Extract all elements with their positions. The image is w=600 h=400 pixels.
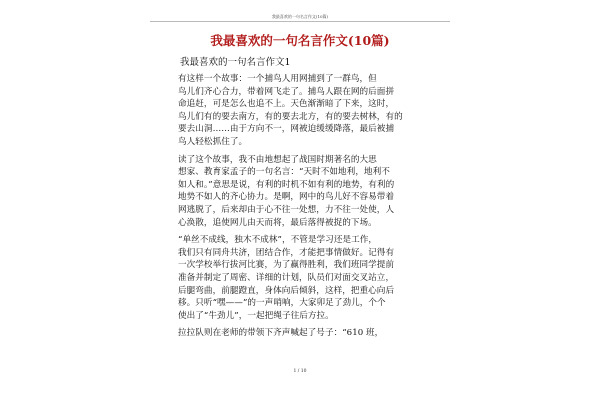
paragraph-line: 我们只有同舟共济，团结合作，才能把事情做好。记得有 (178, 247, 395, 258)
paragraph-line: 后腿弯曲，前腿蹬直，身体向后倾斜，这样，把重心向后 (178, 285, 395, 296)
paragraph-line: 拉拉队则在老师的带领下齐声喊起了号子：“610 班， (178, 328, 384, 339)
essay-body (178, 73, 422, 345)
paragraph-line: 鸟儿们有的要去南方，有的要去北方，有的要去树林，有的 (178, 111, 403, 122)
paragraph-line: 心涣散，追使网儿由天而将，最后落得被捉的下场。 (178, 217, 377, 228)
paragraph-line: 网逃脱了，后来却由于心不往一处想，力不往一处使，人 (178, 204, 395, 215)
paragraph-line: 有这样一个故事：一个捕鸟人用网捕到了一群鸟，但 (178, 74, 377, 84)
paragraph-line: 读了这个故事，我不由地想起了战国时期著名的大思 (178, 154, 377, 165)
paragraph-line: 命追赶，可是怎么也追不上。天色渐渐暗了下来，这时， (178, 99, 395, 110)
paragraph-line: 移。只听“嘿——”的一声哨响，大家卯足了劲儿，个个 (178, 298, 386, 309)
paragraph-line: 准备并制定了周密、详细的计划，队员们对面交叉站立， (178, 272, 395, 283)
paragraph (178, 73, 422, 149)
paragraph (178, 154, 422, 230)
essay-subtitle: 我最喜欢的一句名言作文1 (180, 57, 291, 68)
paragraph-line: 地势不如人的齐心协力。是啊，网中的鸟儿好不容易带着 (178, 192, 395, 203)
running-header: 我最喜欢的一句名言作文(10篇) (271, 14, 329, 19)
paragraph-line: 要去山洞……由于方向不一，网被迫缓缓降落，最后被捕 (178, 124, 395, 135)
paragraph (178, 327, 422, 340)
paragraph-line: 使出了“牛劲儿”，一起把绳子往后方拉。 (178, 310, 334, 321)
paragraph (178, 234, 422, 322)
paragraph-line: 鸟人轻松抓住了。 (178, 136, 248, 147)
paragraph-line: 想家、教育家孟子的一句名言：“天时不如地利，地利不 (178, 167, 390, 178)
header-divider (150, 21, 450, 22)
paragraph-line: 一次学校举行拔河比赛，为了赢得胜利，我们班同学提前 (178, 260, 395, 271)
page-number: 1 / 10 (293, 369, 307, 374)
paragraph-line: 如人和。”意思是说，有利的时机不如有利的地势，有利的 (178, 179, 395, 190)
paragraph-line: 鸟儿们齐心合力，带着网飞走了。捕鸟人跟在网的后面拼 (178, 86, 395, 97)
paragraph-line: “单丝不成线，独木不成林”，不管是学习还是工作， (178, 235, 378, 246)
document-title: 我最喜欢的一句名言作文(10篇) (210, 33, 390, 48)
